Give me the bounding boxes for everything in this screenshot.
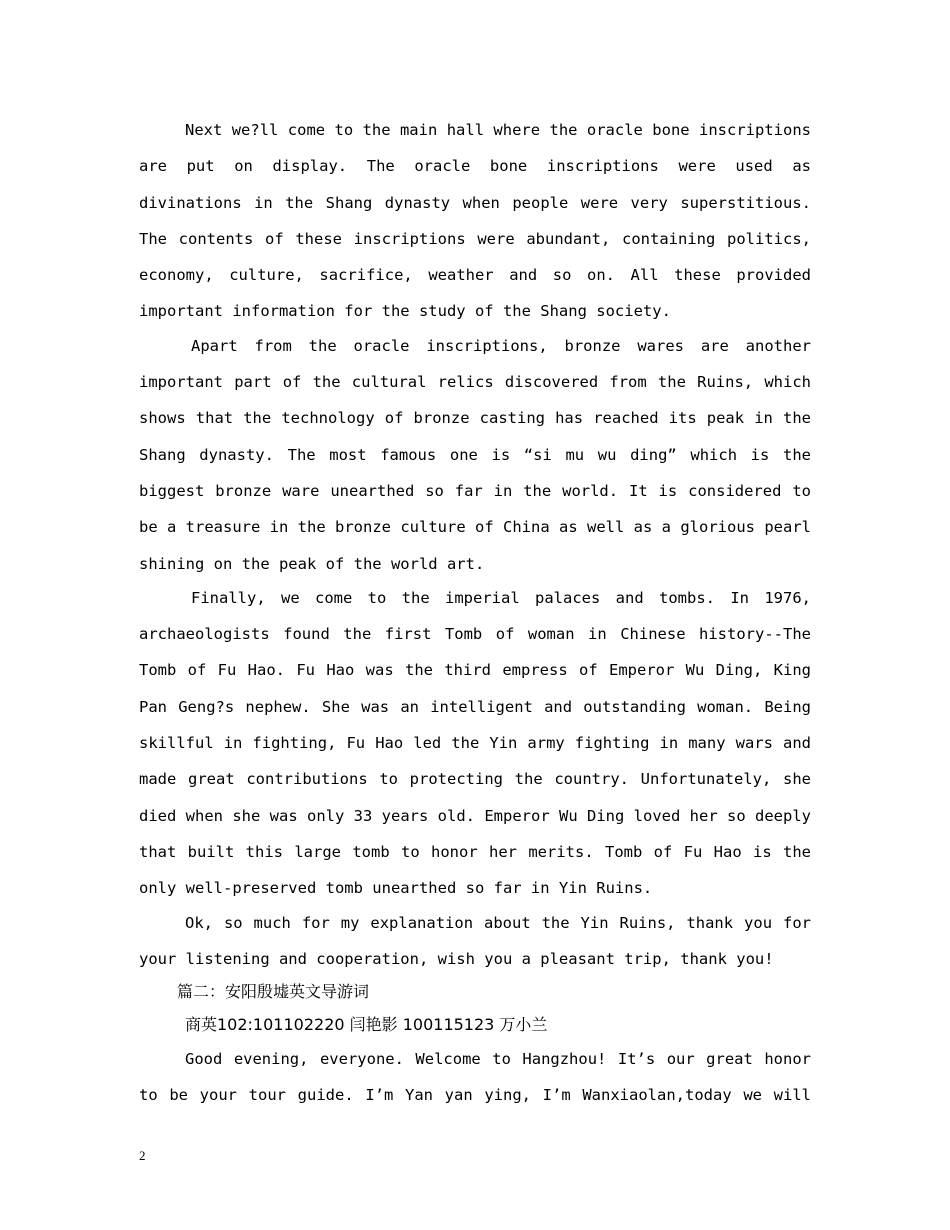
paragraph-closing: Ok, so much for my explanation about the Yin Ruins, thank you for your listening and cooperation, wish you a pleasant trip, thank you! xyxy=(139,913,811,968)
page-number: 2 xyxy=(139,1148,146,1163)
paragraph-welcome: Good evening, everyone. Welcome to Hangzhou! It’s our great honor to be your tour guide. I’m Yan yan ying, I’m Wanxiaolan,today we will xyxy=(139,1050,811,1105)
authors-line: 商英102:101102220 闫艳影 100115123 万小兰 xyxy=(185,1015,548,1035)
paragraph-oracle-bone: Next we?ll come to the main hall where the oracle bone inscriptions are put on display. The oracle bone inscriptions were used as divinations in the Shang dynasty when people were very superstitious. The contents of these inscriptions were abundant, containing politics, economy, culture, sacrifice, weather and so on. All these provided important information for the study of the Shang society. xyxy=(139,121,811,321)
page-content xyxy=(139,112,811,1112)
paragraph-bronze-wares: Apart from the oracle inscriptions, bronze wares are another important part of the cultural relics discovered from the Ruins, which shows that the technology of bronze casting has reached its peak in the Shang dynasty. The most famous one is “si mu wu ding” which is the biggest bronze ware unearthed so far in the world. It is considered to be a treasure in the bronze culture of China as well as a glorious pearl shining on the peak of the world art. xyxy=(139,336,811,573)
paragraph-palaces-tombs: Finally, we come to the imperial palaces and tombs. In 1976, archaeologists found the first Tomb of woman in Chinese history--The Tomb of Fu Hao. Fu Hao was the third empress of Emperor Wu Ding, King Pan Geng?s nephew. She was an intelligent and outstanding woman. Being skillful in fighting, Fu Hao led the Yin army fighting in many wars and made great contributions to protecting the country. Unfortunately, she died when she was only 33 years old. Emperor Wu Ding loved her so deeply that built this large tomb to honor her merits. Tomb of Fu Hao is the only well-preserved tomb unearthed so far in Yin Ruins. xyxy=(139,588,811,898)
section-heading: 篇二：安阳殷墟英文导游词 xyxy=(177,982,370,1002)
